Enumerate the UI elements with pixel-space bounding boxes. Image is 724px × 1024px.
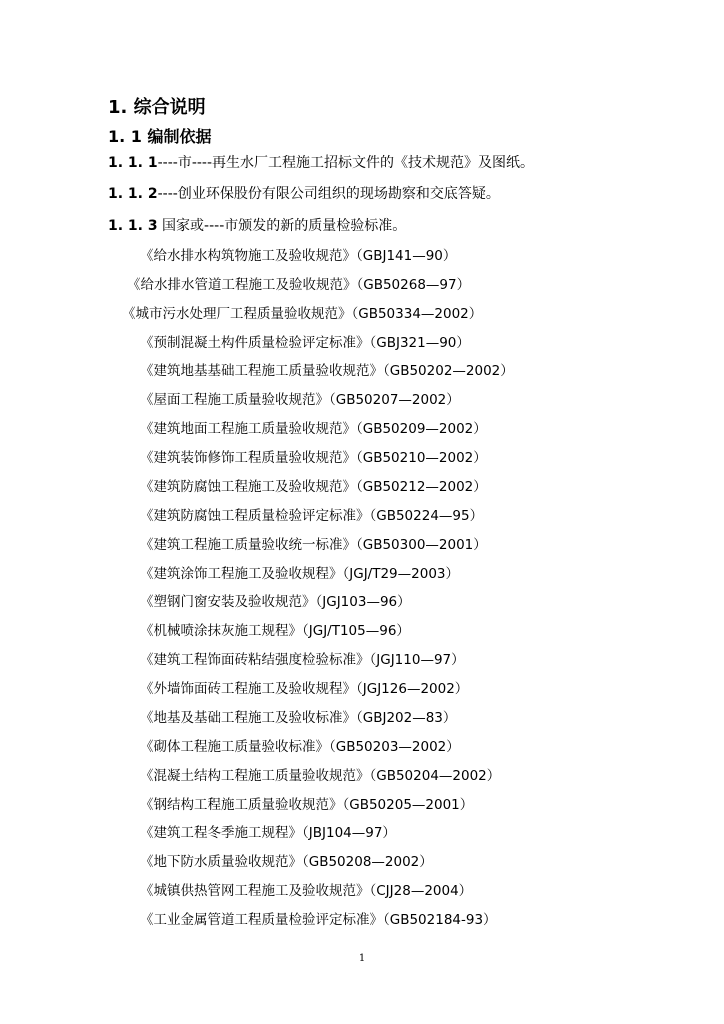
standard-item: 《塑钢门窗安装及验收规范》（JGJ103—96） bbox=[140, 594, 411, 610]
standard-item: 《工业金属管道工程质量检验评定标准》（GB502184-93） bbox=[140, 912, 497, 928]
clause-paragraph bbox=[108, 153, 534, 173]
page-number: 1 bbox=[358, 953, 366, 964]
standard-item: 《机械喷涂抹灰施工规程》（JGJ/T105—96） bbox=[140, 623, 410, 639]
standard-item: 《给水排水构筑物施工及验收规范》（GBJ141—90） bbox=[140, 248, 457, 264]
standard-item: 《建筑装饰修饰工程质量验收规范》（GB50210—2002） bbox=[140, 450, 487, 466]
clause-paragraph bbox=[108, 216, 406, 236]
standard-item: 《给水排水管道工程施工及验收规范》（GB50268—97） bbox=[127, 277, 471, 293]
clause-text: 国家或----市颁发的新的质量检验标准。 bbox=[157, 218, 407, 234]
standard-item: 《外墙饰面砖工程施工及验收规程》（JGJ126—2002） bbox=[140, 681, 469, 697]
standard-item: 《砌体工程施工质量验收标准》（GB50203—2002） bbox=[140, 739, 460, 755]
standard-item: 《城镇供热管网工程施工及验收规范》（CJJ28—2004） bbox=[140, 883, 473, 899]
clause-number: 1. 1. 3 bbox=[108, 218, 158, 234]
clause-number: 1. 1. 1 bbox=[108, 155, 158, 171]
standard-item: 《建筑地面工程施工质量验收规范》（GB50209—2002） bbox=[140, 421, 487, 437]
clause-paragraph bbox=[108, 184, 500, 204]
clause-number: 1. 1. 2 bbox=[108, 186, 158, 202]
standard-item: 《建筑地基基础工程施工质量验收规范》（GB50202—2002） bbox=[140, 363, 514, 379]
clause-text: ----创业环保股份有限公司组织的现场勘察和交底答疑。 bbox=[157, 186, 500, 202]
subsection-heading: 1. 1 编制依据 bbox=[108, 127, 212, 146]
standard-item: 《建筑防腐蚀工程质量检验评定标准》（GB50224—95） bbox=[140, 508, 484, 524]
clause-text: ----市----再生水厂工程施工招标文件的《技术规范》及图纸。 bbox=[157, 155, 535, 171]
standard-item: 《建筑涂饰工程施工及验收规程》（JGJ/T29—2003） bbox=[140, 566, 460, 582]
standard-item: 《建筑工程饰面砖粘结强度检验标准》（JGJ110—97） bbox=[140, 652, 465, 668]
standard-item: 《建筑防腐蚀工程施工及验收规范》（GB50212—2002） bbox=[140, 479, 487, 495]
standard-item: 《钢结构工程施工质量验收规范》（GB50205—2001） bbox=[140, 797, 474, 813]
section-heading: 1. 综合说明 bbox=[108, 97, 206, 118]
standard-item: 《预制混凝土构件质量检验评定标准》（GBJ321—90） bbox=[140, 335, 470, 351]
standard-item: 《建筑工程施工质量验收统一标准》（GB50300—2001） bbox=[140, 537, 487, 553]
standard-item: 《城市污水处理厂工程质量验收规范》（GB50334—2002） bbox=[122, 306, 483, 322]
standard-item: 《建筑工程冬季施工规程》（JBJ104—97） bbox=[140, 825, 396, 841]
standard-item: 《屋面工程施工质量验收规范》（GB50207—2002） bbox=[140, 392, 460, 408]
standard-item: 《混凝土结构工程施工质量验收规范》（GB50204—2002） bbox=[140, 768, 501, 784]
standard-item: 《地基及基础工程施工及验收标准》（GBJ202—83） bbox=[140, 710, 457, 726]
standard-item: 《地下防水质量验收规范》（GB50208—2002） bbox=[140, 854, 433, 870]
